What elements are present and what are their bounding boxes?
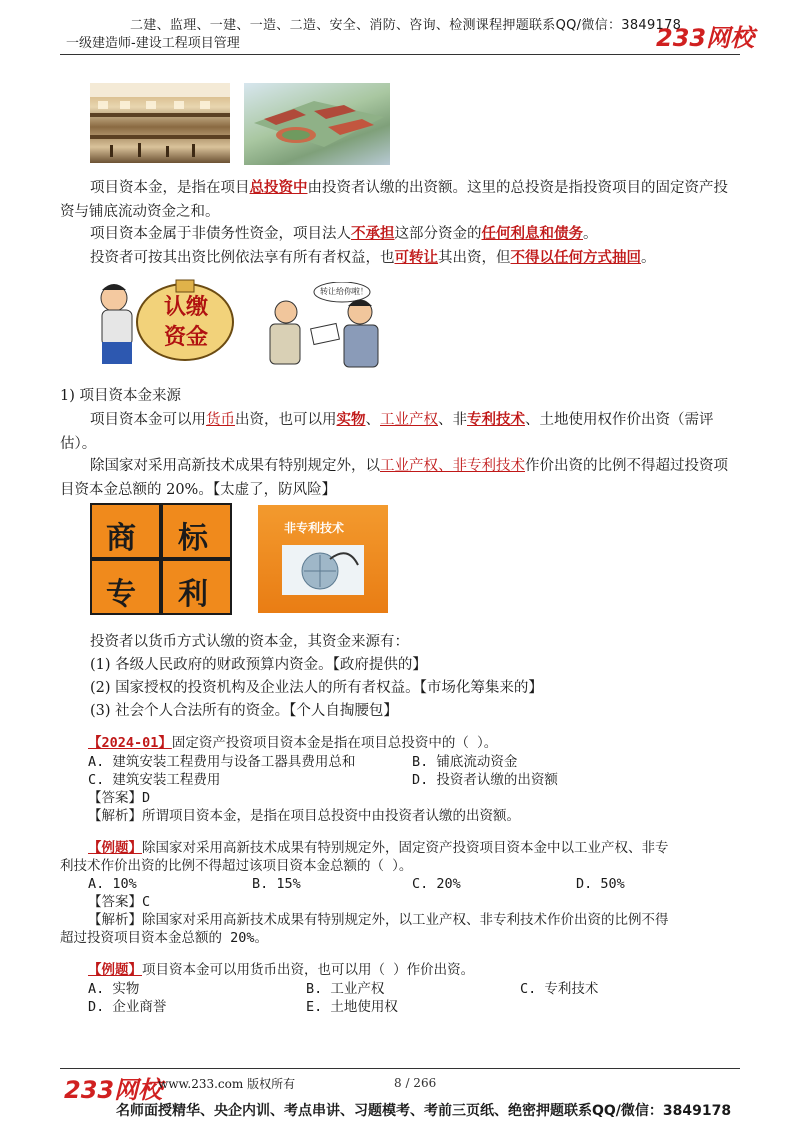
question-2-options (88, 874, 740, 894)
question-2 (88, 838, 740, 858)
highlight-not-bear: 不承担 (351, 225, 395, 242)
tile-biao: 标 (178, 521, 208, 556)
non-patent-tech-image (258, 505, 388, 613)
text: 投资者以货币方式认缴的资本金，其资金来源有： (90, 634, 409, 650)
paragraph-capital-forms (60, 408, 740, 456)
section-title-capital-source: 1) 项目资本金来源 (60, 388, 181, 404)
text: 项目资本金可以用 (90, 412, 206, 428)
header-subtitle: 一级建造师-建设工程项目管理 (66, 36, 240, 51)
question-1-option-d: D. 投资者认缴的出资额 (412, 772, 558, 788)
campus-aerial-photo (244, 83, 390, 165)
text: 、 (365, 412, 380, 428)
footer-logo: 233网校 (64, 1076, 163, 1104)
question-2-option-a: A. 10% (88, 876, 137, 892)
money-bag-label-1: 认缴 (164, 295, 209, 320)
question-3-option-e: E. 土地使用权 (306, 999, 398, 1015)
highlight-currency: 货币 (206, 412, 235, 428)
highlight-no-withdraw: 不得以任何方式抽回 (510, 249, 641, 266)
text: 出资，也可以用 (235, 412, 337, 428)
question-3-options (88, 979, 740, 1019)
question-3-option-a: A. 实物 (88, 981, 140, 997)
tile-shang: 商 (106, 521, 136, 556)
list-item-individual: (3) 社会个人合法所有的资金。【个人自掏腰包】 (90, 703, 398, 719)
list-item-government: (1) 各级人民政府的财政预算内资金。【政府提供的】 (90, 657, 427, 673)
text: 除国家对采用高新技术成果有特别规定外，以 (90, 458, 380, 474)
paragraph-funding-intro (60, 630, 740, 654)
shopping-mall-photo (90, 83, 230, 163)
page-number: 8 / 266 (394, 1076, 437, 1090)
list-item-institutional: (2) 国家授权的投资机构及企业法人的所有者权益。【市场化筹集来的】 (90, 680, 543, 696)
question-2-option-d: D. 50% (576, 876, 625, 892)
text: 项目资本金，是指在项目 (90, 180, 250, 196)
header-logo: 233网校 (656, 24, 755, 52)
text: 投资者可按其出资比例依法享有所有者权益，也 (90, 250, 395, 266)
paragraph-non-debt (60, 222, 740, 246)
text: 其出资，但 (438, 250, 511, 266)
paragraph-equity (60, 246, 740, 270)
text: 、非 (438, 412, 467, 428)
question-2-option-c: C. 20% (412, 876, 461, 892)
text: 由投资者认缴的出资额。这里的总投资是指投资项目的固定资产投资与铺底流动资金之和。 (60, 180, 728, 220)
question-1-option-b: B. 铺底流动资金 (412, 754, 518, 770)
question-1-option-a: A. 建筑安装工程费用与设备工器具费用总和 (88, 754, 356, 770)
highlight-industrial-property: 工业产权 (380, 412, 438, 428)
question-1-answer: 【答案】D (88, 790, 151, 806)
footer-rule (60, 1068, 740, 1069)
text: 。 (583, 226, 598, 242)
tile-zhuan: 专 (106, 577, 136, 612)
question-1-tag: 【2024-01】 (88, 735, 172, 751)
question-3-tag: 【例题】 (88, 962, 142, 978)
highlight-transferable: 可转让 (394, 249, 438, 266)
question-2-analysis-2: 超过投资项目资本金总额的 20%。 (60, 930, 269, 946)
money-bag-label-2: 资金 (164, 325, 209, 350)
question-3-stem: 项目资本金可以用货币出资，也可以用（ ）作价出资。 (142, 962, 475, 978)
paragraph-definition (60, 176, 740, 224)
transfer-cartoon (262, 282, 392, 372)
question-3 (88, 960, 740, 980)
text: 、土地使用权作价出资（需评估）。 (60, 412, 714, 452)
speech-bubble-text: 转让给你啦！ (320, 287, 368, 296)
highlight-interest-debt: 任何利息和债务 (481, 225, 583, 242)
question-3-option-d: D. 企业商誉 (88, 999, 167, 1015)
highlight-total-investment: 总投资中 (249, 179, 308, 196)
header-rule (60, 54, 740, 55)
text: 。 (641, 250, 656, 266)
highlight-ip-nonpatent: 工业产权、非专利技术 (380, 458, 525, 474)
highlight-patent: 专利技术 (467, 411, 525, 428)
footer-site: www.233.com 版权所有 (158, 1077, 296, 1091)
question-2-tag: 【例题】 (88, 840, 142, 856)
money-bag-cartoon (90, 276, 240, 366)
question-2-stem-2: 利技术作价出资的比例不得超过该项目资本金总额的（ ）。 (60, 858, 413, 874)
header-contact-line: 二建、监理、一建、一造、二造、安全、消防、咨询、检测课程押题联系QQ/微信：3849178 (130, 18, 682, 33)
question-2-stem-1: 除国家对采用高新技术成果有特别规定外，固定资产投资项目资本金中以工业产权、非专 (142, 840, 669, 856)
tech-banner-label: 非专利技术 (284, 521, 345, 535)
question-3-option-b: B. 工业产权 (306, 981, 385, 997)
question-1 (88, 733, 740, 753)
question-1-options (88, 752, 740, 792)
text: 项目资本金属于非债务性资金，项目法人 (90, 226, 351, 242)
question-1-stem: 固定资产投资项目资本金是指在项目总投资中的（ ）。 (171, 735, 498, 751)
paragraph-20-percent (60, 454, 740, 502)
highlight-physical: 实物 (336, 411, 366, 428)
question-2-option-b: B. 15% (252, 876, 301, 892)
tile-li: 利 (178, 577, 208, 612)
footer-contact-line: 名师面授精华、央企内训、考点串讲、习题模考、考前三页纸、绝密押题联系QQ/微信：3849178 (116, 1103, 732, 1119)
trademark-patent-tiles (90, 503, 232, 615)
question-3-option-c: C. 专利技术 (520, 981, 599, 997)
text: 这部分资金的 (394, 226, 482, 242)
question-1-option-c: C. 建筑安装工程费用 (88, 772, 221, 788)
question-1-analysis: 【解析】所谓项目资本金，是指在项目总投资中由投资者认缴的出资额。 (88, 808, 520, 824)
question-2-answer: 【答案】C (88, 894, 151, 910)
text: 作价出资的比例不得超过投资项目资本金总额的 20%。【太虚了，防风险】 (60, 458, 728, 498)
question-2-analysis-1: 【解析】除国家对采用高新技术成果有特别规定外，以工业产权、非专利技术作价出资的比例不得 (88, 912, 669, 928)
